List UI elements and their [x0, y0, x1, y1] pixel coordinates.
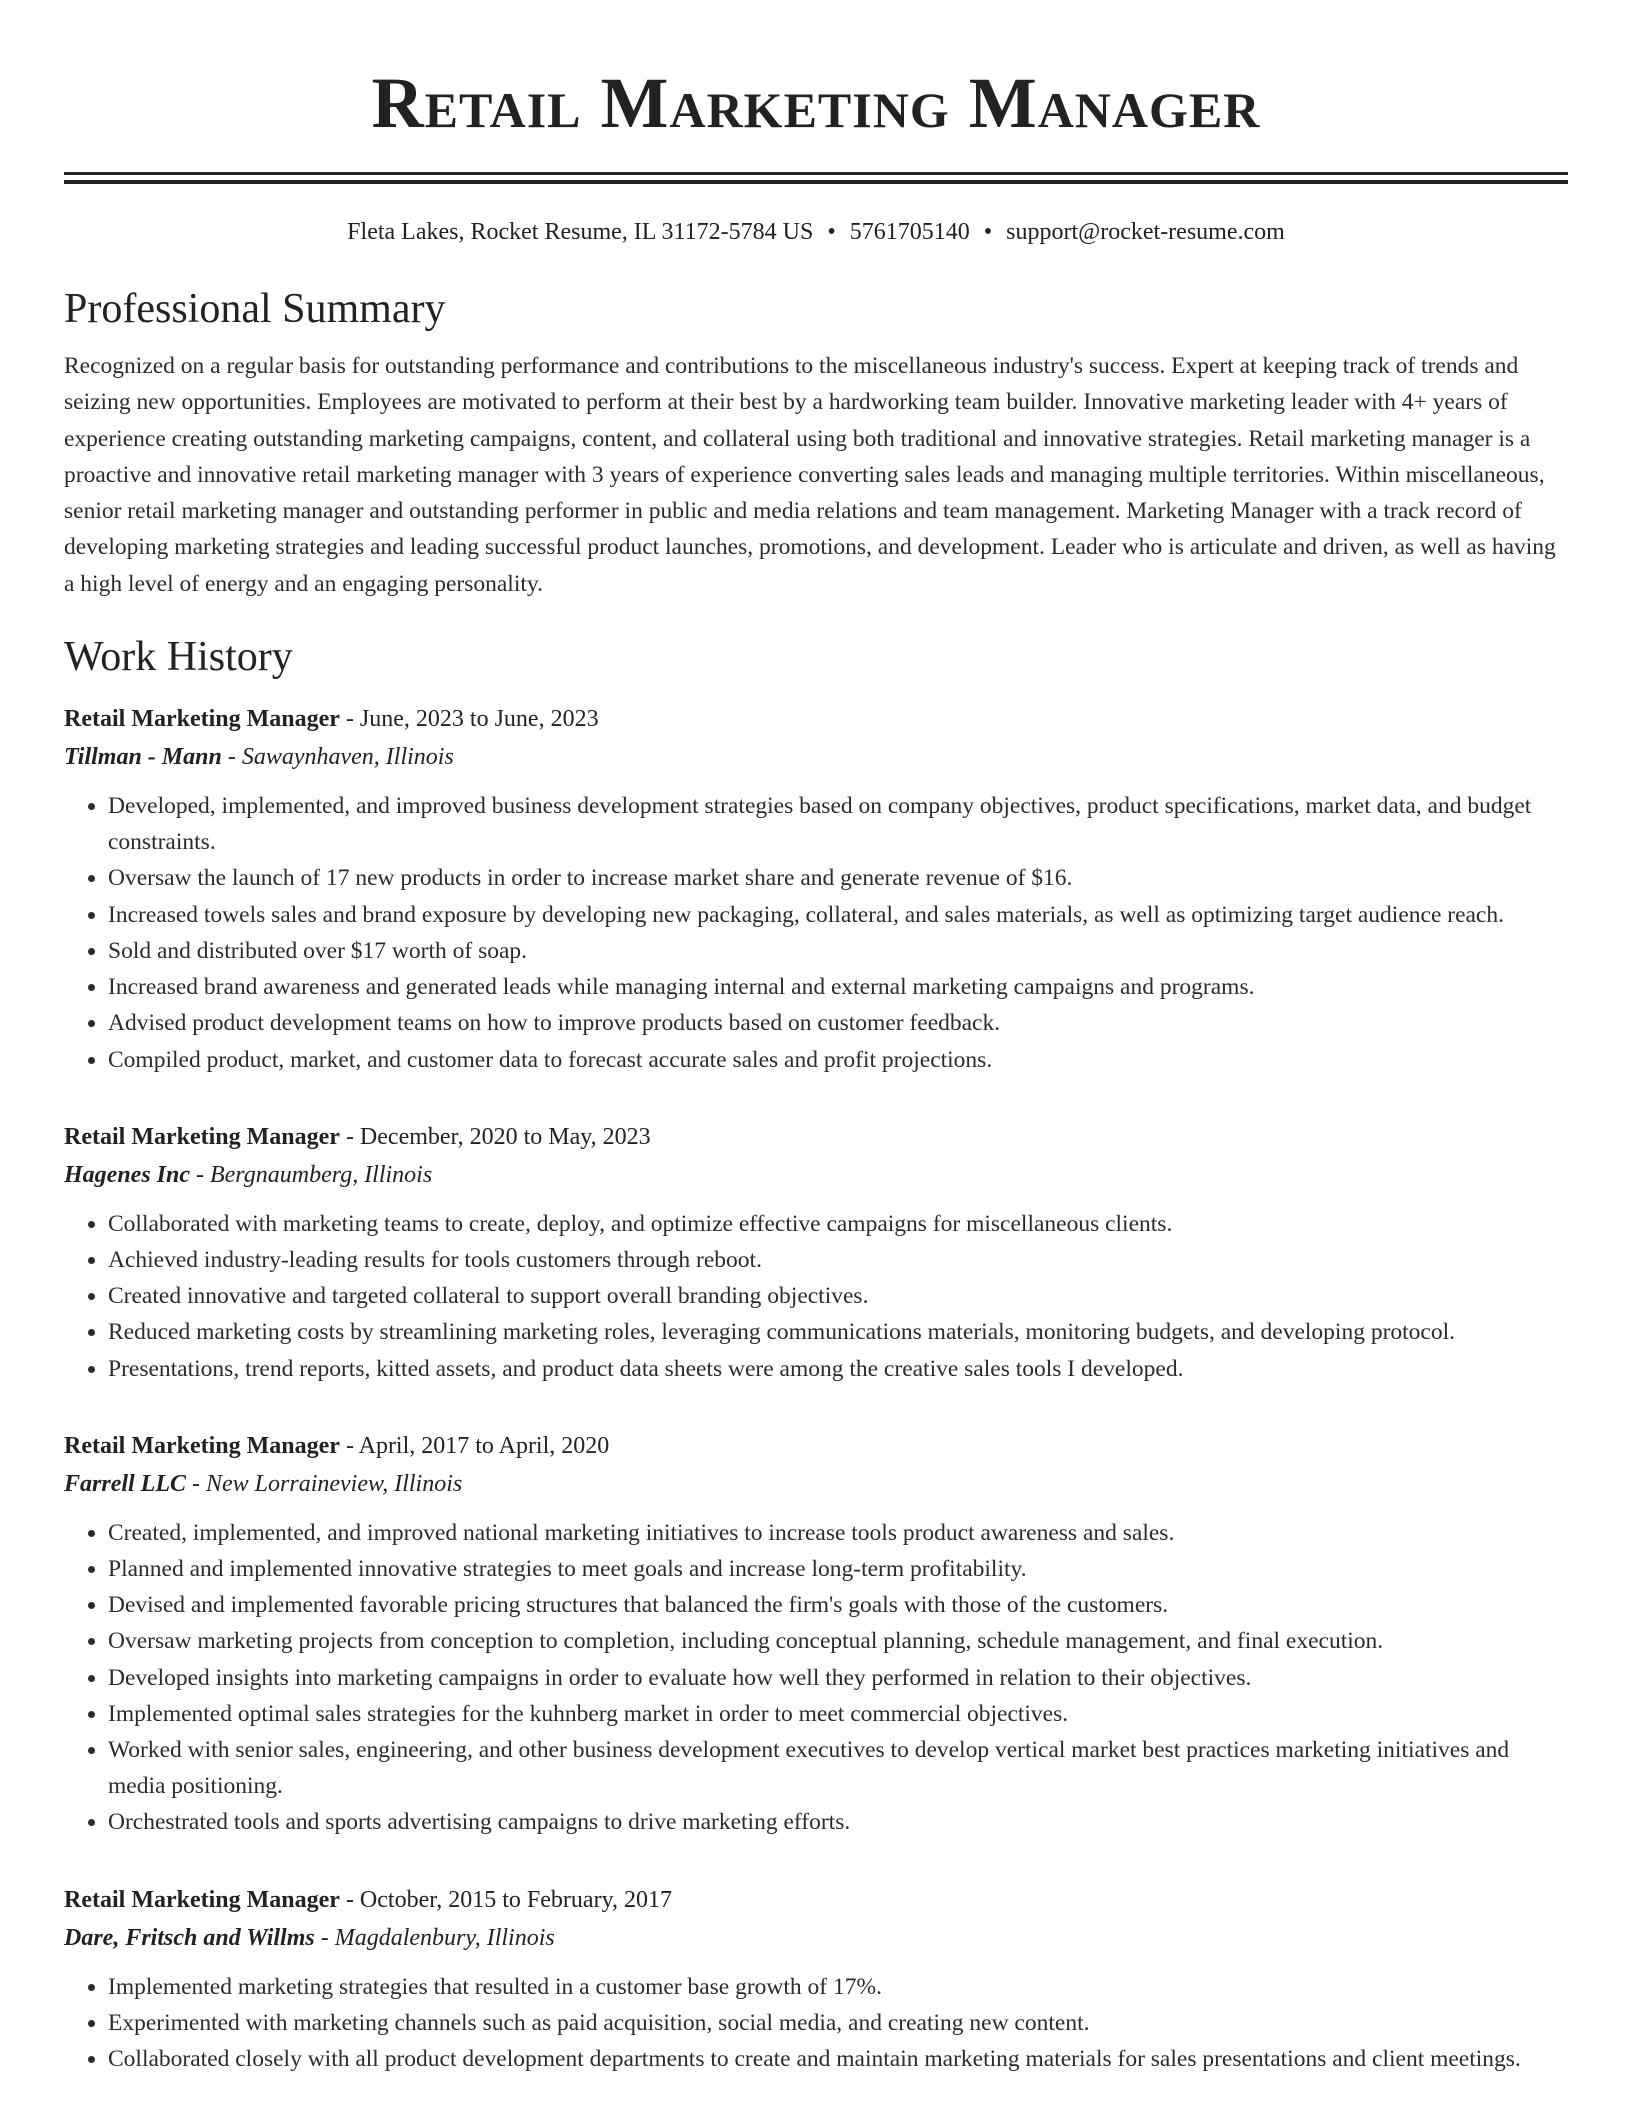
job-bullet: • Oversaw marketing projects from conception to completion, including conceptual planning, schedule management, and final execution.: [108, 1623, 1568, 1659]
summary-heading: Professional Summary: [64, 286, 446, 332]
job-bullet: • Implemented optimal sales strategies for the kuhnberg market in order to meet commercial objectives.: [108, 1696, 1568, 1732]
job-bullet: • Collaborated with marketing teams to create, deploy, and optimize effective campaigns for miscellaneous clients.: [108, 1206, 1568, 1242]
job-company-line: [64, 1465, 1568, 1503]
job-role: Retail Marketing Manager: [64, 1886, 340, 1913]
job-bullet: • Oversaw the launch of 17 new products in order to increase market share and generate revenue of $16.: [108, 860, 1568, 896]
resume-title: Retail Marketing Manager: [371, 63, 1261, 143]
job-bullet: • Developed insights into marketing campaigns in order to evaluate how well they performed in relation to their objectives.: [108, 1660, 1568, 1696]
job-bullets: [64, 1969, 1568, 2078]
job-bullet: • Devised and implemented favorable pricing structures that balanced the firm's goals with those of the customers.: [108, 1587, 1568, 1623]
job-bullets: [64, 788, 1568, 1078]
job-role: Retail Marketing Manager: [64, 706, 340, 733]
job-dates: - December, 2020 to May, 2023: [339, 1123, 651, 1150]
job-bullet: • Achieved industry-leading results for tools customers through reboot.: [108, 1242, 1568, 1278]
job-company-line: [64, 1156, 1568, 1194]
job-header: [64, 1881, 1568, 1919]
summary-text: Recognized on a regular basis for outstanding performance and contributions to the miscellaneous industry's success. Expert at keeping track of trends and seizing new opportunities. Employees are motivated to perform at their best by a hardworking team builder. Innovative marketing leader with 4+ years of experience creating outstanding marketing campaigns, content, and collateral using both traditional and innovative strategies. Retail marketing manager is a proactive and innovative retail marketing manager with 3 years of experience converting sales leads and managing multiple territories. Within miscellaneous, senior retail marketing manager and outstanding performer in public and media relations and team management. Marketing Manager with a track record of developing marketing strategies and leading successful product launches, promotions, and development. Leader who is articulate and driven, as well as having a high level of energy and an engaging personality.: [64, 353, 1556, 597]
job-bullet: • Advised product development teams on how to improve products based on customer feedback.: [108, 1005, 1568, 1041]
contact-address: Fleta Lakes, Rocket Resume, IL 31172-5784 US: [347, 219, 814, 245]
job-header: [64, 1118, 1568, 1156]
contact-phone: 5761705140: [849, 219, 970, 245]
title-divider: [64, 172, 1568, 184]
job-company-line: [64, 1919, 1568, 1957]
job-bullet: • Implemented marketing strategies that resulted in a customer base growth of 17%.: [108, 1969, 1568, 2005]
job-role: Retail Marketing Manager: [64, 1123, 340, 1150]
contact-separator: •: [827, 219, 836, 245]
job-bullet: • Increased towels sales and brand exposure by developing new packaging, collateral, and sales materials, as well as optimizing target audience reach.: [108, 897, 1568, 933]
work-history-heading: Work History: [64, 634, 293, 681]
job-bullet: • Compiled product, market, and customer data to forecast accurate sales and profit projections.: [108, 1042, 1568, 1078]
contact-email: support@rocket-resume.com: [1006, 219, 1285, 245]
job-bullet: • Orchestrated tools and sports advertising campaigns to drive marketing efforts.: [108, 1804, 1568, 1840]
job-entry: [64, 1118, 1568, 1387]
job-bullet: • Collaborated closely with all product development departments to create and maintain marketing materials for sales presentations and client meetings.: [108, 2041, 1568, 2077]
job-company: Dare, Fritsch and Willms: [64, 1924, 315, 1951]
contact-separator: •: [983, 219, 993, 245]
job-bullet: • Reduced marketing costs by streamlining marketing roles, leveraging communications materials, monitoring budgets, and developing protocol.: [108, 1314, 1568, 1350]
job-dates: - April, 2017 to April, 2020: [339, 1432, 610, 1459]
contact-line: [64, 217, 1568, 247]
job-bullet: • Planned and implemented innovative strategies to meet goals and increase long-term profitability.: [108, 1551, 1568, 1587]
job-role: Retail Marketing Manager: [64, 1432, 340, 1459]
job-company-line: [64, 738, 1568, 776]
job-bullets: [64, 1515, 1568, 1841]
job-location: - Sawaynhaven, Illinois: [221, 744, 454, 771]
job-bullets: [64, 1206, 1568, 1387]
job-dates: - June, 2023 to June, 2023: [339, 706, 599, 733]
work-history-list: [64, 700, 1568, 2077]
job-dates: - October, 2015 to February, 2017: [339, 1886, 673, 1913]
job-bullet: • Worked with senior sales, engineering, and other business development executives to develop vertical market best practices marketing initiatives and media positioning.: [108, 1732, 1568, 1804]
job-location: - Magdalenbury, Illinois: [314, 1924, 555, 1951]
job-location: - New Lorraineview, Illinois: [186, 1470, 463, 1497]
job-bullet: • Created, implemented, and improved national marketing initiatives to increase tools product awareness and sales.: [108, 1515, 1568, 1551]
job-company: Tillman - Mann: [64, 744, 222, 771]
job-header: [64, 700, 1568, 738]
job-location: - Bergnaumberg, Illinois: [190, 1161, 433, 1188]
job-bullet: • Presentations, trend reports, kitted assets, and product data sheets were among the creative sales tools I developed.: [108, 1351, 1568, 1387]
job-bullet: • Increased brand awareness and generated leads while managing internal and external marketing campaigns and programs.: [108, 969, 1568, 1005]
job-bullet: • Experimented with marketing channels such as paid acquisition, social media, and creating new content.: [108, 2005, 1568, 2041]
job-header: [64, 1427, 1568, 1465]
job-entry: [64, 1881, 1568, 2078]
job-bullet: • Created innovative and targeted collateral to support overall branding objectives.: [108, 1278, 1568, 1314]
job-bullet: • Developed, implemented, and improved business development strategies based on company objectives, product specifications, market data, and budget constraints.: [108, 788, 1568, 860]
job-bullet: • Sold and distributed over $17 worth of soap.: [108, 933, 1568, 969]
job-company: Farrell LLC: [64, 1470, 187, 1497]
job-entry: [64, 700, 1568, 1078]
job-entry: [64, 1427, 1568, 1841]
job-company: Hagenes Inc: [64, 1161, 190, 1188]
